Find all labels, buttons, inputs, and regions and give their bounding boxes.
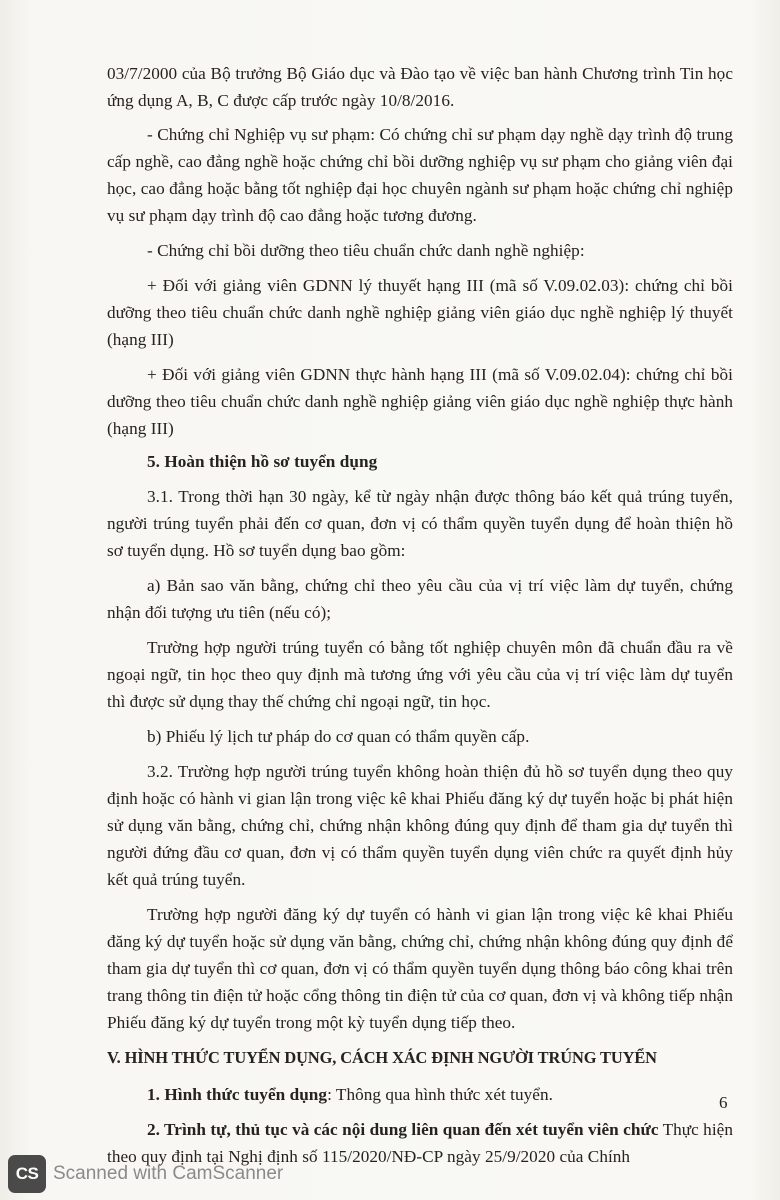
item-1-label: 1. Hình thức tuyển dụng bbox=[147, 1085, 328, 1104]
heading-5: 5. Hoàn thiện hồ sơ tuyển dụng bbox=[147, 452, 378, 471]
paragraph-fraud: Trường hợp người đăng ký dự tuyển có hành vi gian lận trong việc kê khai Phiếu đăng ký dự tuyển hoặc sử dụng văn bằng, chứng chỉ, chứng nhận không đúng quy định để tham gia dự tuyển thì cơ quan, đơn vị có thẩm quyền tuyển dụng thông báo công khai trên trang thông tin điện tử hoặc cổng thông tin điện tử của cơ quan, đơn vị và không tiếp nhận Phiếu đăng ký dự tuyển trong một kỳ tuyển dụng tiếp theo. bbox=[107, 905, 733, 1032]
item-1 bbox=[107, 1081, 733, 1108]
paragraph-exception: Trường hợp người trúng tuyển có bằng tốt nghiệp chuyên môn đã chuẩn đầu ra về ngoại ngữ, tin học theo quy định mà tương ứng với yêu cầu của vị trí việc làm dự tuyển thì được sử dụng thay thế chứng chỉ ngoại ngữ, tin học. bbox=[107, 638, 733, 711]
item-1-text: : Thông qua hình thức xét tuyển. bbox=[327, 1085, 553, 1104]
section-v-heading: V. HÌNH THỨC TUYỂN DỤNG, CÁCH XÁC ĐỊNH NGƯỜI TRÚNG TUYỂN bbox=[107, 1048, 657, 1067]
paragraph-3-1: 3.1. Trong thời hạn 30 ngày, kể từ ngày nhận được thông báo kết quả trúng tuyển, người trúng tuyển phải đến cơ quan, đơn vị có thẩm quyền tuyển dụng để hoàn thiện hồ sơ tuyển dụng. Hồ sơ tuyển dụng bao gồm: bbox=[107, 487, 733, 560]
page-content bbox=[107, 60, 733, 1178]
scanner-watermark bbox=[0, 1148, 300, 1200]
paragraph-item-a: a) Bản sao văn bằng, chứng chỉ theo yêu cầu của vị trí việc làm dự tuyển, chứng nhận đối tượng ưu tiên (nếu có); bbox=[107, 576, 733, 622]
paragraph-theory-lecturer: + Đối với giảng viên GDNN lý thuyết hạng III (mã số V.09.02.03): chứng chỉ bồi dưỡng theo tiêu chuẩn chức danh nghề nghiệp giảng viên giáo dục nghề nghiệp lý thuyết (hạng III) bbox=[107, 276, 733, 349]
item-2-label: 2. Trình tự, thủ tục và các nội dung liên quan đến xét tuyển viên chức bbox=[147, 1120, 659, 1139]
camscanner-logo-icon: CS bbox=[8, 1155, 46, 1193]
watermark-text: Scanned with CamScanner bbox=[53, 1163, 284, 1184]
paragraph-training-certificate: - Chứng chỉ bồi dưỡng theo tiêu chuẩn chức danh nghề nghiệp: bbox=[147, 241, 585, 260]
paragraph-practice-lecturer: + Đối với giảng viên GDNN thực hành hạng III (mã số V.09.02.04): chứng chỉ bồi dưỡng theo tiêu chuẩn chức danh nghề nghiệp giảng viên giáo dục nghề nghiệp thực hành (hạng III) bbox=[107, 365, 733, 438]
paragraph-continuation: 03/7/2000 của Bộ trưởng Bộ Giáo dục và Đào tạo về việc ban hành Chương trình Tin học ứng dụng A, B, C được cấp trước ngày 10/8/2016. bbox=[107, 64, 733, 110]
paragraph-3-2: 3.2. Trường hợp người trúng tuyển không hoàn thiện đủ hồ sơ tuyển dụng theo quy định hoặc có hành vi gian lận trong việc kê khai Phiếu đăng ký dự tuyển hoặc bị phát hiện sử dụng văn bằng, chứng chỉ, chứng nhận không đúng quy định để tham gia dự tuyển thì người đứng đầu cơ quan, đơn vị có thẩm quyền tuyển dụng viên chức ra quyết định hủy kết quả trúng tuyển. bbox=[107, 762, 733, 889]
paragraph-item-b: b) Phiếu lý lịch tư pháp do cơ quan có thẩm quyền cấp. bbox=[147, 727, 530, 746]
page-number: 6 bbox=[719, 1093, 728, 1112]
item-2-text: Thực hiện theo quy định tại Nghị định số 115/2020/NĐ-CP ngày 25/9/2020 của Chính bbox=[107, 1120, 733, 1166]
paragraph-teaching-certificate: - Chứng chỉ Nghiệp vụ sư phạm: Có chứng chỉ sư phạm dạy nghề dạy trình độ trung cấp nghề, cao đẳng nghề hoặc chứng chỉ bồi dưỡng nghiệp vụ sư phạm cho giảng viên đại học, cao đẳng hoặc bằng tốt nghiệp đại học chuyên ngành sư phạm hoặc chứng chỉ nghiệp vụ sư phạm dạy trình độ cao đẳng hoặc tương đương. bbox=[107, 125, 733, 225]
